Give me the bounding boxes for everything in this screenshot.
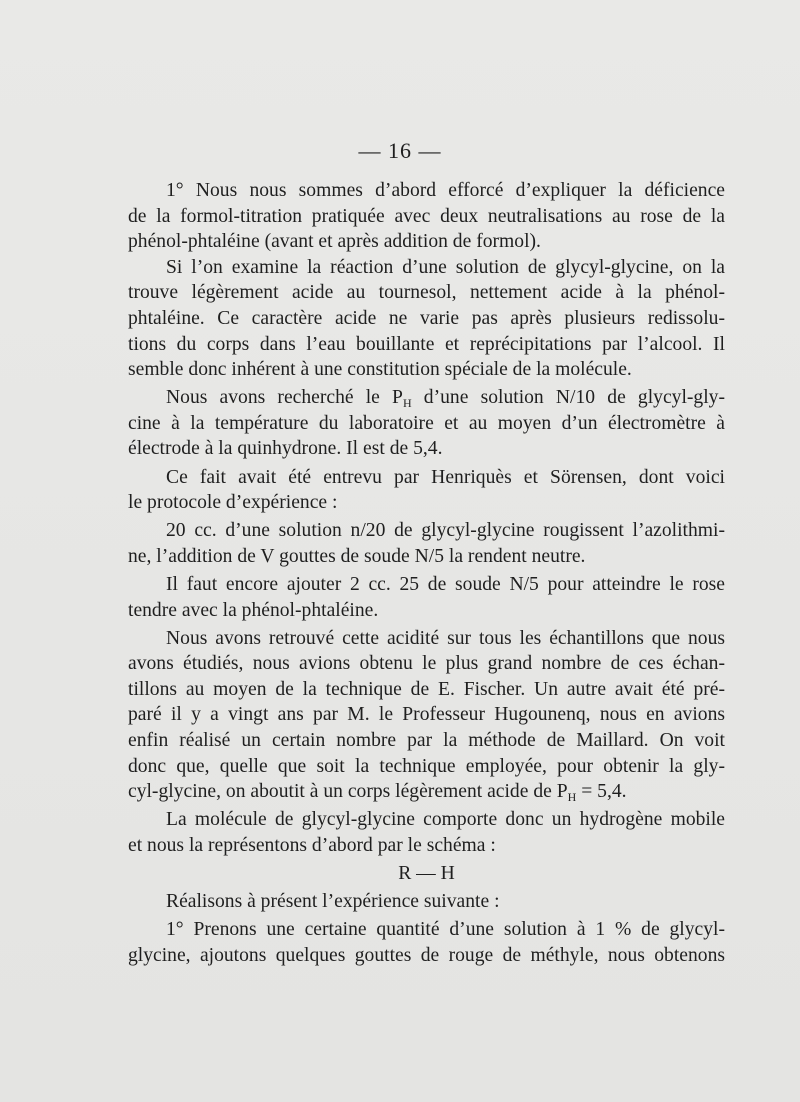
text-line: phénol-phtaléine (avant et après addition de formol).	[128, 231, 541, 253]
text-line: Ce fait avait été entrevu par Henriquès et Sörensen, dont voici	[166, 466, 725, 488]
text-line: enfin réalisé un certain nombre par la méthode de Maillard. On voit	[128, 729, 725, 751]
text-line: cyl-glycine, on aboutit à un corps légèrement acide de $P_H = 5,4$.	[128, 781, 627, 805]
text-line: paré il y a vingt ans par M. le Professeur Hugounenq, nous en avions	[128, 704, 725, 726]
text-line: Réalisons à présent l’expérience suivante :	[166, 891, 500, 913]
text-line: Nous avons recherché le $P_H$ d’une solution N/10 de glycyl-gly-	[166, 387, 725, 411]
text-line: tendre avec la phénol-phtaléine.	[128, 599, 379, 621]
text-line: ne, l’addition de V gouttes de soude N/5 la rendent neutre.	[128, 545, 586, 567]
subscript: H	[402, 396, 412, 411]
text-line: 1° Prenons une certaine quantité d’une solution à 1 % de glycyl-	[166, 919, 725, 941]
page-number: — 16 —	[358, 138, 442, 163]
text-line: tions du corps dans l’eau bouillante et reprécipitations par l’alcool. Il	[128, 333, 725, 355]
text-line: Il faut encore ajouter 2 cc. 25 de soude N/5 pour atteindre le rose	[166, 573, 725, 595]
text-line: tillons au moyen de la technique de E. Fischer. Un autre avait été pré-	[128, 678, 725, 700]
formula-line: R — H	[398, 862, 455, 884]
text-line: La molécule de glycyl-glycine comporte donc un hydrogène mobile	[166, 809, 725, 831]
subscript: H	[567, 790, 577, 805]
text-line: donc que, quelle que soit la technique employée, pour obtenir la gly-	[128, 755, 725, 777]
text-line: glycine, ajoutons quelques gouttes de rouge de méthyle, nous obtenons	[128, 944, 725, 966]
text-line: avons étudiés, nous avions obtenu le plus grand nombre de ces échan-	[128, 653, 725, 675]
text-line: Nous avons retrouvé cette acidité sur tous les échantillons que nous	[166, 627, 725, 649]
text-line: semble donc inhérent à une constitution spéciale de la molécule.	[128, 359, 632, 381]
text-line: de la formol-titration pratiquée avec deux neutralisations au rose de la	[128, 205, 725, 227]
text-line: 20 cc. d’une solution n/20 de glycyl-glycine rougissent l’azolithmi-	[166, 520, 725, 542]
text-line: le protocole d’expérience :	[128, 492, 338, 514]
text-line: trouve légèrement acide au tournesol, nettement acide à la phénol-	[128, 282, 725, 304]
text-line: et nous la représentons d’abord par le schéma :	[128, 834, 496, 856]
text-line: cine à la température du laboratoire et au moyen d’un électromètre à	[128, 412, 725, 434]
text-line: phtaléine. Ce caractère acide ne varie pas après plusieurs redissolu-	[128, 307, 725, 329]
text-line: Si l’on examine la réaction d’une solution de glycyl-glycine, on la	[166, 256, 725, 278]
text-line: 1° Nous nous sommes d’abord efforcé d’expliquer la déficience	[166, 180, 725, 201]
body-text	[128, 178, 725, 968]
text-line: électrode à la quinhydrone. Il est de 5,4.	[128, 438, 443, 460]
